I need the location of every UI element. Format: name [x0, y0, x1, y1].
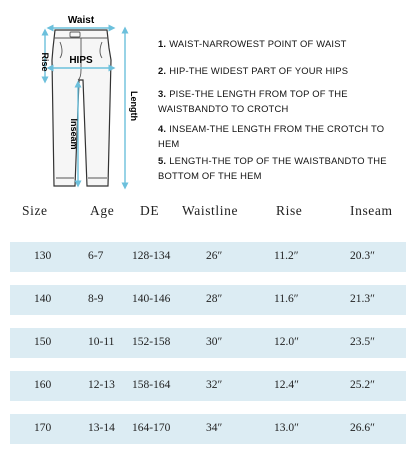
pants-outline	[52, 30, 111, 186]
table-row	[10, 371, 406, 401]
cell-waistline: 26″	[206, 250, 223, 262]
table-row	[10, 414, 406, 444]
cell-size: 150	[34, 336, 52, 348]
inseam-label: Inseam	[69, 118, 79, 150]
cell-age: 6-7	[88, 250, 104, 262]
length-label: Length	[129, 91, 139, 121]
pants-measurement-diagram	[0, 0, 150, 200]
cell-inseam: 23.5″	[350, 336, 375, 348]
cell-inseam: 26.6″	[350, 422, 375, 434]
cell-size: 170	[34, 422, 52, 434]
cell-waistline: 32″	[206, 379, 223, 391]
cell-de: 128-134	[132, 250, 171, 262]
cell-de: 152-158	[132, 336, 171, 348]
cell-de: 164-170	[132, 422, 171, 434]
cell-inseam: 25.2″	[350, 379, 375, 391]
cell-waistline: 30″	[206, 336, 223, 348]
cell-age: 10-11	[88, 336, 115, 348]
cell-de: 158-164	[132, 379, 171, 391]
header-de: DE	[140, 203, 160, 218]
instruction-item: 1. WAIST-NARROWEST POINT OF WAIST	[158, 38, 347, 49]
header-inseam: Inseam	[350, 203, 393, 218]
table-row	[10, 285, 406, 315]
table-row	[10, 242, 406, 272]
cell-inseam: 21.3″	[350, 293, 375, 305]
cell-waistline: 28″	[206, 293, 223, 305]
cell-size: 140	[34, 293, 52, 305]
cell-age: 13-14	[88, 422, 115, 434]
header-rise: Rise	[276, 203, 303, 218]
header-waistline: Waistline	[182, 203, 239, 218]
cell-age: 8-9	[88, 293, 104, 305]
cell-size: 130	[34, 250, 52, 262]
cell-inseam: 20.3″	[350, 250, 375, 262]
header-age: Age	[90, 203, 115, 218]
cell-rise: 12.0″	[274, 336, 299, 348]
cell-rise: 12.4″	[274, 379, 299, 391]
cell-waistline: 34″	[206, 422, 223, 434]
cell-size: 160	[34, 379, 52, 391]
table-header	[10, 198, 406, 228]
cell-age: 12-13	[88, 379, 115, 391]
cell-rise: 11.6″	[274, 293, 299, 305]
hips-label: HIPS	[69, 55, 93, 66]
instruction-item: 5. LENGTH-THE TOP OF THE WAISTBANDTO THE BOTTOM OF THE HEM	[158, 155, 387, 181]
cell-rise: 11.2″	[274, 250, 299, 262]
instruction-item: 3. PISE-THE LENGTH FROM TOP OF THE WAISTBANDTO TO CROTCH	[158, 88, 348, 114]
cell-de: 140-146	[132, 293, 171, 305]
header-size: Size	[22, 203, 48, 218]
cell-rise: 13.0″	[274, 422, 299, 434]
rise-label: Rise	[40, 52, 50, 72]
instruction-item: 4. INSEAM-THE LENGTH FROM THE CROTCH TO HEM	[158, 123, 385, 149]
waist-label: Waist	[67, 15, 95, 26]
instruction-item: 2. HIP-THE WIDEST PART OF YOUR HIPS	[158, 65, 349, 76]
table-row	[10, 328, 406, 358]
